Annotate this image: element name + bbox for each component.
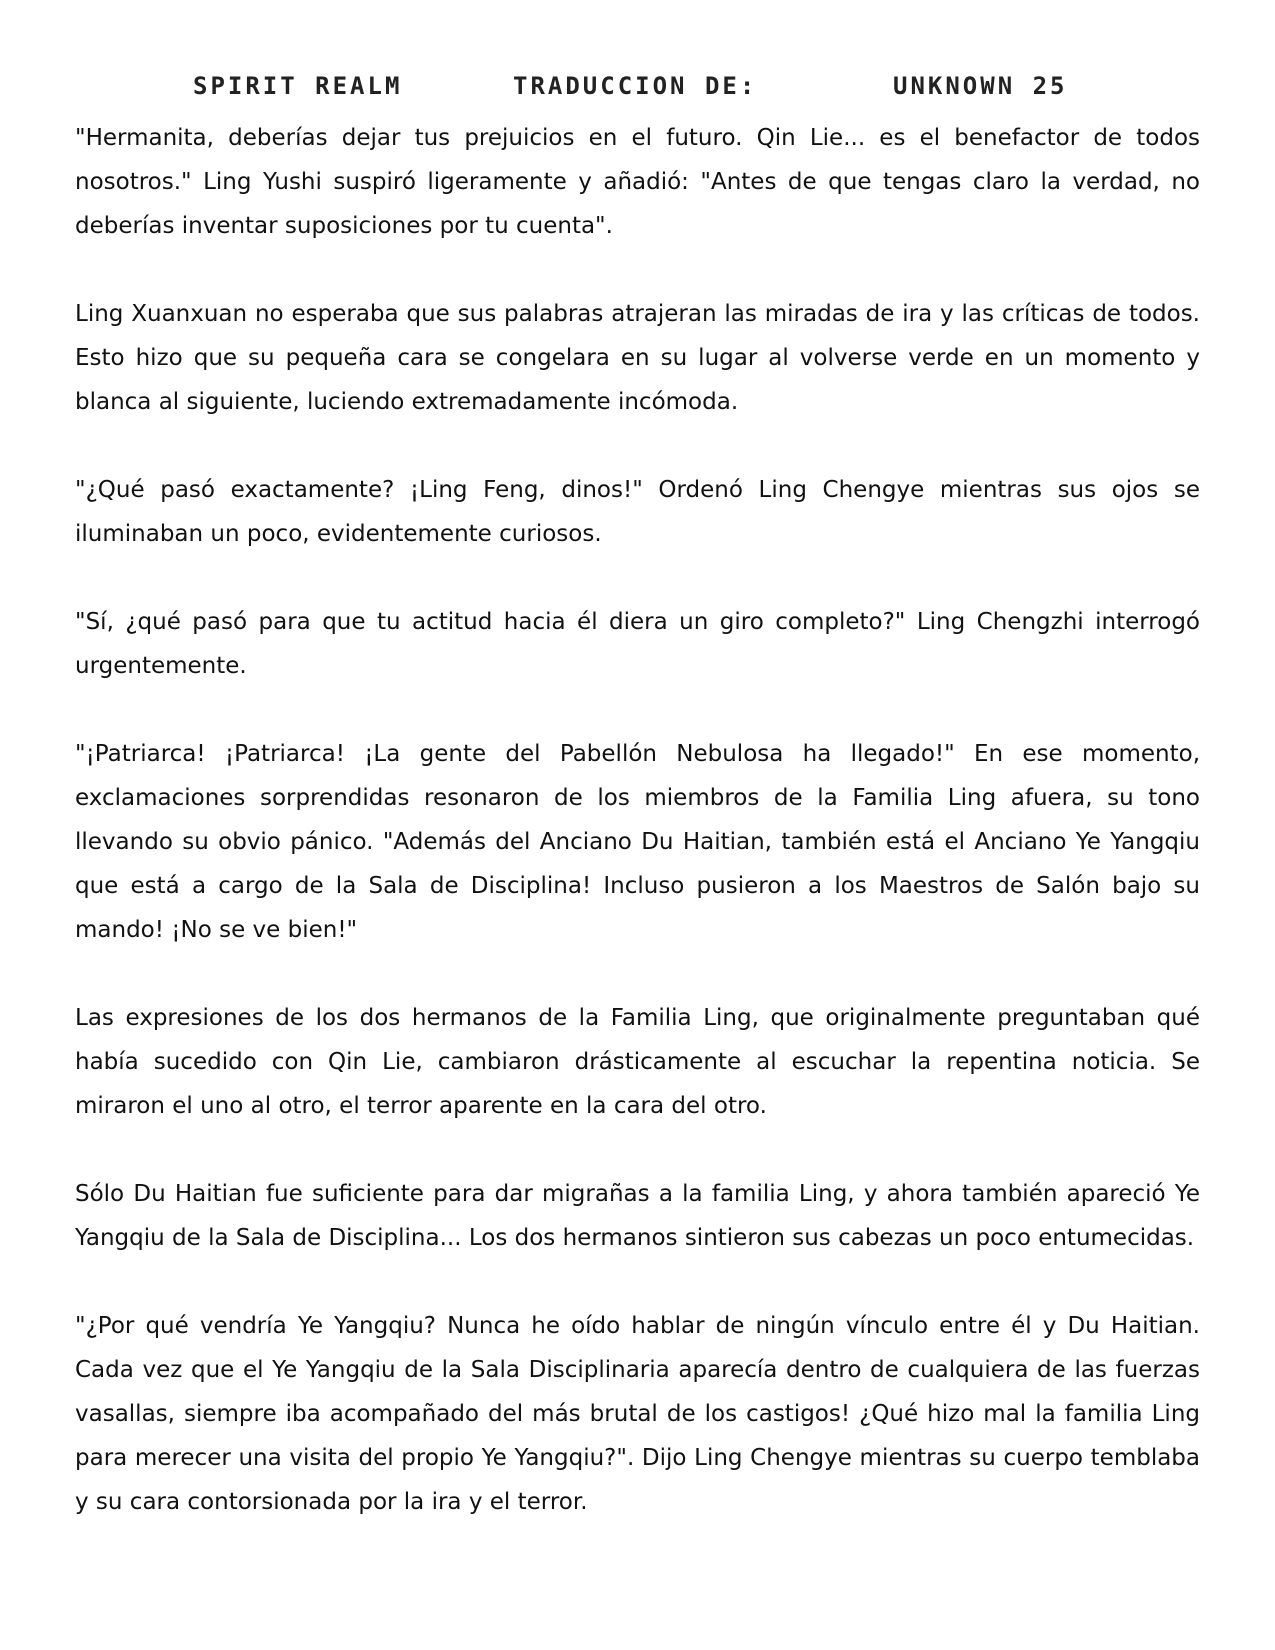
paragraph: Las expresiones de los dos hermanos de la Familia Ling, que originalmente preguntaban qué había sucedido con Qin Lie, cambiaron drásticamente al escuchar la repentina noticia. Se miraron el uno al otro, el terror aparente en la cara del otro. xyxy=(75,1005,1200,1119)
page-header xyxy=(0,72,1275,108)
paragraph: "¿Por qué vendría Ye Yangqiu? Nunca he oído hablar de ningún vínculo entre él y Du Haitian. Cada vez que el Ye Yangqiu de la Sala Disciplinaria aparecía dentro de cualquiera de las fuerzas vasallas, siempre iba acompañado del más brutal de los castigos! ¿Qué hizo mal la familia Ling para merecer una visita del propio Ye Yangqiu?". Dijo Ling Chengye mientras su cuerpo temblaba y su cara contorsionada por la ira y el terror. xyxy=(75,1313,1200,1515)
paragraph: "¿Qué pasó exactamente? ¡Ling Feng, dinos!" Ordenó Ling Chengye mientras sus ojos se iluminaban un poco, evidentemente curiosos. xyxy=(75,477,1200,547)
header-book-title: SPIRIT REALM xyxy=(193,72,403,100)
paragraph: Sólo Du Haitian fue suficiente para dar migrañas a la familia Ling, y ahora también apareció Ye Yangqiu de la Sala de Disciplina... Los dos hermanos sintieron sus cabezas un poco entumecidas. xyxy=(75,1181,1200,1251)
paragraph: "¡Patriarca! ¡Patriarca! ¡La gente del Pabellón Nebulosa ha llegado!" En ese momento, exclamaciones sorprendidas resonaron de los miembros de la Familia Ling afuera, su tono llevando su obvio pánico. "Además del Anciano Du Haitian, también está el Anciano Ye Yangqiu que está a cargo de la Sala de Disciplina! Incluso pusieron a los Maestros de Salón bajo su mando! ¡No se ve bien!" xyxy=(75,741,1200,943)
header-translation-credit: TRADUCCION DE: xyxy=(513,72,758,100)
paragraph: "Sí, ¿qué pasó para que tu actitud hacia él diera un giro completo?" Ling Chengzhi interrogó urgentemente. xyxy=(75,609,1200,679)
body-text xyxy=(75,116,1200,1568)
paragraph: "Hermanita, deberías dejar tus prejuicios en el futuro. Qin Lie... es el benefactor de todos nosotros." Ling Yushi suspiró ligeramente y añadió: "Antes de que tengas claro la verdad, no deberías inventar suposiciones por tu cuenta". xyxy=(75,125,1200,239)
header-translator-name: UNKNOWN 25 xyxy=(893,72,1068,100)
paragraph: Ling Xuanxuan no esperaba que sus palabras atrajeran las miradas de ira y las críticas de todos. Esto hizo que su pequeña cara se congelara en su lugar al volverse verde en un momento y blanca al siguiente, luciendo extremadamente incómoda. xyxy=(75,301,1200,415)
